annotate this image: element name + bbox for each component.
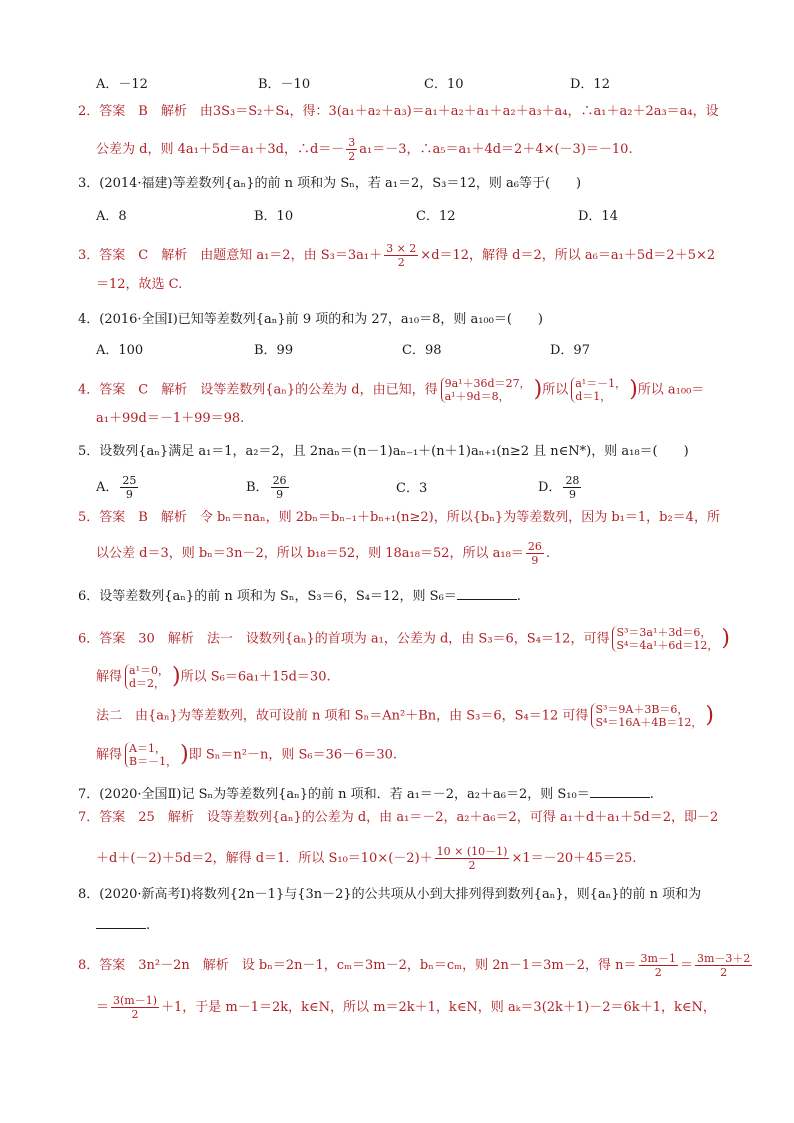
q6-answer-line1 (78, 626, 730, 652)
q5-option-d (538, 474, 583, 501)
q6-sys2-eq2: d＝2， (129, 677, 166, 690)
q8-f1-num: 3m－1 (640, 952, 676, 965)
q8-f2-den: 2 (720, 966, 728, 979)
q6-system-2 (125, 664, 169, 690)
q6-sys3-eq1: S³＝9A＋3B＝6， (595, 703, 689, 716)
q6-answer-blank[interactable] (457, 587, 517, 600)
q5-opt-a-frac (120, 474, 138, 501)
q6-answer-text-a: 6．答案 30 解析 法一 设数列{aₙ}的首项为 a₁，公差为 d，由 S₃＝6，S₄＝12，可得 (78, 631, 610, 647)
q5-answer-line1: 5．答案 B 解析 令 bₙ＝naₙ，则 2bₙ＝bₙ₋₁＋bₙ₊₁(n≥2)，所以{bₙ}为等差数列，因为 b₁＝1，b₂＝4，所 (78, 510, 720, 525)
q5-opt-b-label: B． (246, 480, 269, 495)
q8-f3-num: 3(m－1) (113, 994, 158, 1007)
q6-stem-text: 6．设等差数列{aₙ}的前 n 项和为 Sₙ，S₃＝6，S₄＝12，则 S₆＝ (78, 589, 457, 604)
q8-f1-den: 2 (654, 966, 662, 979)
q6-bracket-4: ) (180, 742, 189, 767)
q3-frac-num: 3 × 2 (386, 242, 417, 255)
q6-system-1 (612, 626, 718, 652)
q4-sys2-eq1: a¹＝－1， (575, 377, 627, 390)
q3-option-a: A．8 (96, 209, 127, 224)
q5-opt-d-den: 9 (568, 488, 576, 501)
q3-answer-text-a: 3．答案 C 解析 由题意知 a₁＝2，由 S₃＝3a₁＋ (78, 248, 383, 263)
q5-opt-b-den: 9 (276, 488, 284, 501)
q4-answer-line1 (78, 377, 704, 403)
q4-bracket-2: ) (629, 377, 638, 402)
q7-answer-text-c: ×1＝－20＋45＝25. (511, 851, 637, 866)
q4-bracket-1: ) (533, 377, 543, 402)
q4-system-1 (441, 377, 531, 403)
q4-answer-line2: a₁＋99d＝－1＋99＝98. (96, 411, 245, 426)
q6-answer-text-e: 解得 (96, 747, 123, 763)
q5-frac-den: 9 (531, 554, 539, 567)
q5-opt-b-frac (271, 474, 289, 501)
q6-answer-text-f: 即 Sₙ＝n²－n，则 S₆＝36－6＝30. (188, 747, 398, 763)
q3-fraction (384, 242, 418, 269)
q1-option-b: B．－10 (258, 77, 311, 92)
q5-opt-a-den: 9 (125, 488, 133, 501)
q7-fraction (435, 845, 510, 872)
q3-option-d: D．14 (578, 209, 618, 224)
q6-bracket-1: ) (721, 626, 731, 651)
q4-option-d: D．97 (550, 343, 590, 358)
q2-answer-line1: 2．答案 B 解析 由3S₃＝S₂＋S₄，得：3(a₁＋a₂＋a₃)＝a₁＋a₂＋a₁＋a₂＋a₃＋a₄，∴a₁＋a₂＋2a₃＝a₄，设 (78, 104, 719, 119)
q6-answer-line3 (96, 703, 714, 729)
q3-stem: 3．(2014·福建)等差数列{aₙ}的前 n 项和为 Sₙ，若 a₁＝2，S₃＝12，则 a₆等于( ) (78, 176, 582, 191)
q4-option-a: A．100 (96, 343, 144, 358)
q6-bracket-3: ) (705, 703, 714, 728)
q8-answer-line2 (96, 994, 716, 1021)
q6-system-3 (591, 703, 702, 729)
q8-fraction-1 (639, 952, 678, 979)
q3-answer-line1 (78, 242, 715, 269)
q2-answer-text-a: 公差为 d，则 4a₁＋5d＝a₁＋3d，∴d＝－ (96, 142, 345, 157)
q6-bracket-2: ) (171, 664, 181, 689)
q3-option-b: B．10 (254, 209, 294, 224)
q6-answer-line2 (96, 664, 331, 690)
q4-answer-text-c: 所以 a₁₀₀＝ (637, 382, 705, 398)
q6-answer-line4 (96, 742, 397, 768)
q5-answer-text-c: . (545, 546, 550, 561)
q5-option-c: C．3 (396, 481, 428, 496)
q5-opt-b-num: 26 (272, 474, 287, 487)
q6-stem (78, 587, 521, 606)
q4-answer-text-b: 所以 (542, 382, 569, 398)
q5-opt-a-label: A． (96, 480, 119, 495)
q2-frac-den: 2 (348, 150, 356, 163)
q5-option-b (246, 474, 291, 501)
q5-frac-num: 26 (527, 540, 542, 553)
q8-stem-end: . (146, 918, 151, 933)
q2-answer-text-b: a₁＝－3，∴a₅＝a₁＋4d＝2＋4×(－3)＝－10. (359, 142, 633, 157)
q8-stem-line2 (96, 916, 150, 935)
q1-option-c: C．10 (424, 77, 464, 92)
q8-equals-2: ＝ (96, 1000, 110, 1015)
q6-sys1-eq2: S⁴＝4a¹＋6d＝12， (616, 639, 719, 652)
q6-sys3-eq2: S⁴＝16A＋4B＝12， (595, 716, 703, 729)
q8-answer-blank[interactable] (96, 916, 146, 929)
q2-frac-num: 3 (348, 136, 356, 149)
q4-sys2-eq2: d＝1， (575, 390, 612, 403)
q6-stem-end: . (516, 589, 521, 604)
q4-sys1-eq2: a¹＋9d＝8， (444, 390, 510, 403)
q7-answer-line2 (96, 845, 636, 872)
q2-fraction (346, 136, 357, 163)
q8-f3-den: 2 (131, 1008, 139, 1021)
q5-opt-d-frac (563, 474, 581, 501)
q7-stem (78, 785, 654, 804)
q7-answer-text-b: ＋d＋(－2)＋5d＝2，解得 d＝1．所以 S₁₀＝10×(－2)＋ (96, 851, 433, 866)
q8-fraction-2 (695, 952, 752, 979)
q4-system-2 (571, 377, 626, 403)
q6-system-4 (125, 742, 177, 768)
q5-answer-line2 (96, 540, 550, 567)
q8-equals: ＝ (679, 958, 693, 973)
q6-answer-text-b: 解得 (96, 669, 123, 685)
q6-sys1-eq1: S³＝3a¹＋3d＝6， (616, 626, 712, 639)
q3-option-c: C．12 (416, 209, 456, 224)
q4-option-c: C．98 (402, 343, 442, 358)
q4-sys1-eq1: 9a¹＋36d＝27， (444, 377, 531, 390)
q5-opt-a-num: 25 (122, 474, 137, 487)
q5-option-a (96, 474, 140, 501)
q3-frac-den: 2 (397, 256, 405, 269)
q7-frac-num: 10 × (10－1) (436, 845, 508, 858)
q3-answer-text-b: ×d＝12，解得 d＝2，所以 a₆＝a₁＋5d＝2＋5×2 (420, 248, 716, 263)
q5-opt-d-label: D． (538, 480, 562, 495)
q6-sys2-eq1: a¹＝0， (129, 664, 169, 677)
q5-answer-text-b: 以公差 d＝3，则 bₙ＝3n－2，所以 b₁₈＝52，则 18a₁₈＝52，所以 a₁₈＝ (96, 546, 524, 561)
q8-answer-line1 (78, 952, 754, 979)
q7-answer-line1: 7．答案 25 解析 设等差数列{aₙ}的公差为 d，由 a₁＝－2，a₂＋a₆＝2，可得 a₁＋d＋a₁＋5d＝2，即－2 (78, 810, 719, 825)
q2-answer-line2 (96, 136, 633, 163)
q8-answer-text-b: ＋1，于是 m－1＝2k，k∈N，所以 m＝2k＋1，k∈N，则 aₖ＝3(2k＋1)－2＝6k＋1，k∈N， (161, 1000, 716, 1015)
q1-option-a: A．－12 (96, 77, 148, 92)
q8-f2-num: 3m－3＋2 (696, 952, 751, 965)
q8-fraction-3 (111, 994, 159, 1021)
q5-fraction (526, 540, 544, 567)
q6-answer-text-c: 所以 S₆＝6a₁＋15d＝30. (180, 669, 331, 685)
q3-answer-line2: ＝12，故选 C. (96, 277, 183, 292)
q7-answer-blank[interactable] (590, 785, 650, 798)
q6-sys4-eq2: B＝－1， (129, 755, 178, 768)
q1-option-d: D．12 (570, 77, 610, 92)
q4-answer-text-a: 4．答案 C 解析 设等差数列{aₙ}的公差为 d，由已知，得 (78, 382, 438, 398)
q8-stem: 8．(2020·新高考Ⅰ)将数列{2n－1}与{3n－2}的公共项从小到大排列得到数列{aₙ}，则{aₙ}的前 n 项和为 (78, 887, 702, 902)
q6-sys4-eq1: A＝1， (129, 742, 166, 755)
q5-opt-d-num: 28 (565, 474, 580, 487)
q8-answer-text-a: 8．答案 3n²－2n 解析 设 bₙ＝2n－1，cₘ＝3m－2，bₙ＝cₘ，则 2n－1＝3m－2，得 n＝ (78, 958, 637, 973)
q4-stem: 4．(2016·全国Ⅰ)已知等差数列{aₙ}前 9 项的和为 27，a₁₀＝8，则 a₁₀₀＝( ) (78, 312, 543, 327)
q5-stem: 5．设数列{aₙ}满足 a₁＝1，a₂＝2，且 2naₙ＝(n－1)aₙ₋₁＋(n＋1)aₙ₊₁(n≥2 且 n∈N*)，则 a₁₈＝( ) (78, 444, 689, 459)
q4-option-b: B．99 (254, 343, 294, 358)
q7-stem-end: . (649, 787, 654, 802)
q6-answer-text-d: 法二 由{aₙ}为等差数列，故可设前 n 项和 Sₙ＝An²＋Bn，由 S₃＝6，S₄＝12 可得 (96, 708, 589, 724)
q7-frac-den: 2 (468, 859, 476, 872)
q7-stem-text: 7．(2020·全国Ⅱ)记 Sₙ为等差数列{aₙ}的前 n 项和．若 a₁＝－2，a₂＋a₆＝2，则 S₁₀＝ (78, 787, 590, 802)
